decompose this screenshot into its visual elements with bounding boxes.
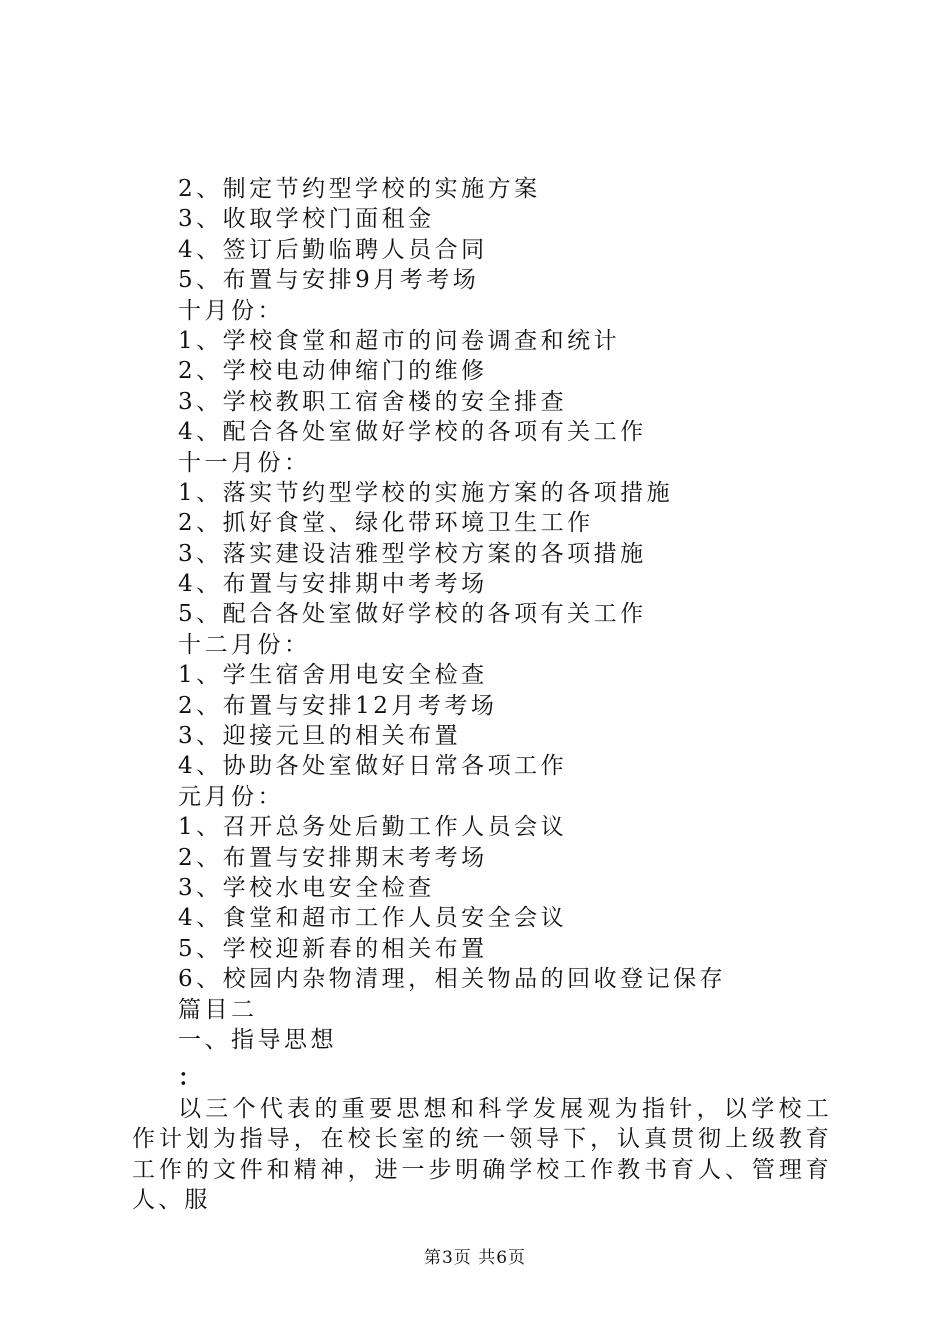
text-line: 4、协助各处室做好日常各项工作 (178, 753, 568, 780)
text-line: 5、配合各处室做好学校的各项有关工作 (178, 601, 647, 628)
colon-mark: ： (178, 1064, 201, 1091)
text-line: 4、布置与安排期中考考场 (178, 571, 488, 598)
text-line: 3、收取学校门面租金 (178, 206, 435, 233)
page-footer: 第3页 共6页 (423, 1248, 527, 1268)
text-lines (178, 174, 858, 1055)
text-line: 4、签订后勤临聘人员合同 (178, 236, 488, 263)
section-heading: 十一月份： (178, 449, 311, 476)
text-line: 6、校园内杂物清理，相关物品的回收登记保存 (178, 966, 727, 993)
text-line: 2、布置与安排期末考考场 (178, 844, 488, 871)
text-line: 3、落实建设洁雅型学校方案的各项措施 (178, 540, 647, 567)
text-line: 4、食堂和超市工作人员安全会议 (178, 905, 568, 932)
text-line: 1、落实节约型学校的实施方案的各项措施 (178, 479, 674, 506)
text-line: 2、抓好食堂、绿化带环境卫生工作 (178, 510, 594, 537)
text-line: 5、布置与安排9月考考场 (178, 267, 480, 294)
text-line: 1、学生宿舍用电安全检查 (178, 662, 488, 689)
text-line: 3、迎接元旦的相关布置 (178, 723, 462, 750)
text-line: 2、制定节约型学校的实施方案 (178, 176, 541, 202)
text-line: 2、学校电动伸缩门的维修 (178, 358, 488, 385)
body-paragraph: 以三个代表的重要思想和科学发展观为指针，以学校工作计划为指导，在校长室的统一领导下，认真贯彻上级教育工作的文件和精神，进一步明确学校工作教书育人、管理育人、服 (132, 1096, 832, 1214)
article-heading: 篇目二 (178, 996, 258, 1023)
section-heading: 十月份： (178, 297, 284, 324)
text-line: 1、学校食堂和超市的问卷调查和统计 (178, 327, 621, 354)
text-line: 4、配合各处室做好学校的各项有关工作 (178, 419, 647, 446)
section-heading: 十二月份： (178, 631, 311, 658)
text-line: 2、布置与安排12月考考场 (178, 692, 498, 719)
section-heading: 一、指导思想 (178, 1026, 337, 1053)
section-heading: 元月份： (178, 783, 284, 810)
text-line: 3、学校水电安全检查 (178, 874, 435, 901)
text-line: 3、学校教职工宿舍楼的安全排查 (178, 388, 568, 415)
text-line: 1、召开总务处后勤工作人员会议 (178, 814, 568, 841)
text-line: 5、学校迎新春的相关布置 (178, 935, 488, 962)
